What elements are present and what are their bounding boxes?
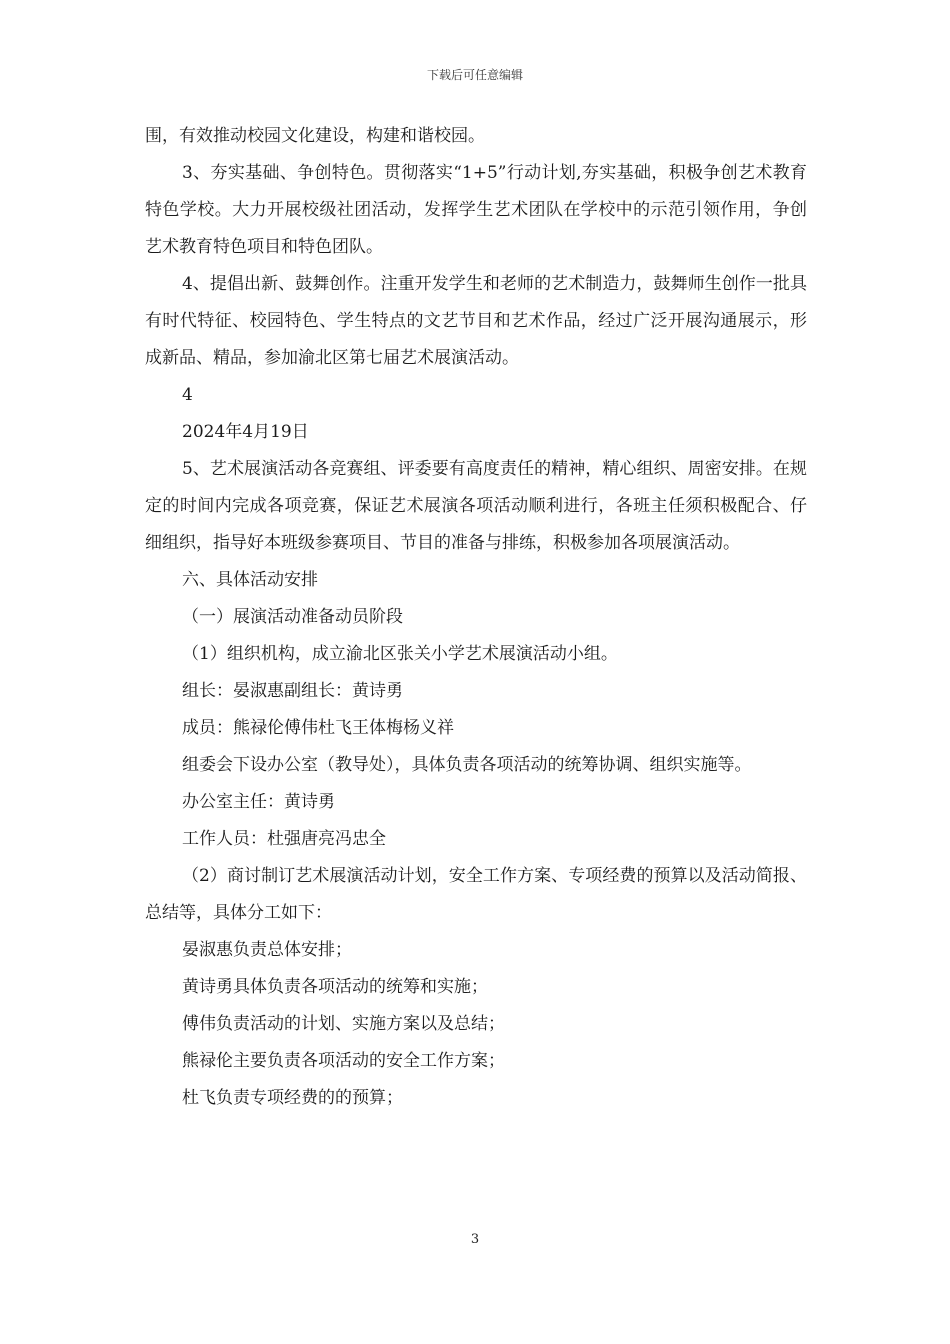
paragraph: 杜飞负责专项经费的的预算；	[182, 1088, 403, 1108]
paragraph: 5、艺术展演活动各竞赛组、评委要有高度责任的精神，精心组织、周密安排。在规定的时间内完成各项竞赛，保证艺术展演各项活动顺利进行，各班主任须积极配合、仔细组织，指导好本班级参赛项目、节目的准备与排练，积极参加各项展演活动。	[145, 459, 807, 553]
paragraph: 3、夯实基础、争创特色。贯彻落实“1+5”行动计划,夯实基础，积极争创艺术教育特色学校。大力开展校级社团活动，发挥学生艺术团队在学校中的示范引领作用，争创艺术教育特色项目和特色团队。	[145, 163, 807, 257]
page-header: 下载后可任意编辑	[426, 68, 523, 82]
paragraph: 工作人员：杜强唐亮冯忠全	[182, 829, 386, 849]
paragraph: 傅伟负责活动的计划、实施方案以及总结；	[182, 1014, 505, 1034]
paragraph: 熊禄伦主要负责各项活动的安全工作方案；	[182, 1051, 505, 1071]
paragraph: 组长：晏淑惠副组长：黄诗勇	[182, 681, 403, 701]
subsection-heading: （一）展演活动准备动员阶段	[182, 607, 403, 627]
page-number: 3	[470, 1232, 480, 1247]
paragraph: （2）商讨制订艺术展演活动计划，安全工作方案、专项经费的预算以及活动简报、总结等，具体分工如下：	[145, 866, 807, 923]
paragraph: 晏淑惠负责总体安排；	[182, 940, 352, 960]
section-heading: 六、具体活动安排	[182, 570, 318, 590]
paragraph: 4	[182, 385, 193, 405]
paragraph: 围，有效推动校园文化建设，构建和谐校园。	[145, 126, 485, 146]
document-body	[145, 118, 807, 1117]
paragraph: 黄诗勇具体负责各项活动的统筹和实施；	[182, 977, 488, 997]
date-line: 2024年4月19日	[182, 422, 309, 442]
paragraph: 4、提倡出新、鼓舞创作。注重开发学生和老师的艺术制造力，鼓舞师生创作一批具有时代特征、校园特色、学生特点的文艺节目和艺术作品，经过广泛开展沟通展示，形成新品、精品，参加渝北区第七届艺术展演活动。	[145, 274, 807, 368]
paragraph: 办公室主任：黄诗勇	[182, 792, 335, 812]
paragraph: 组委会下设办公室（教导处），具体负责各项活动的统筹协调、组织实施等。	[182, 755, 752, 775]
paragraph: 成员：熊禄伦傅伟杜飞王体梅杨义祥	[182, 718, 454, 738]
paragraph: （1）组织机构，成立渝北区张关小学艺术展演活动小组。	[182, 644, 618, 664]
